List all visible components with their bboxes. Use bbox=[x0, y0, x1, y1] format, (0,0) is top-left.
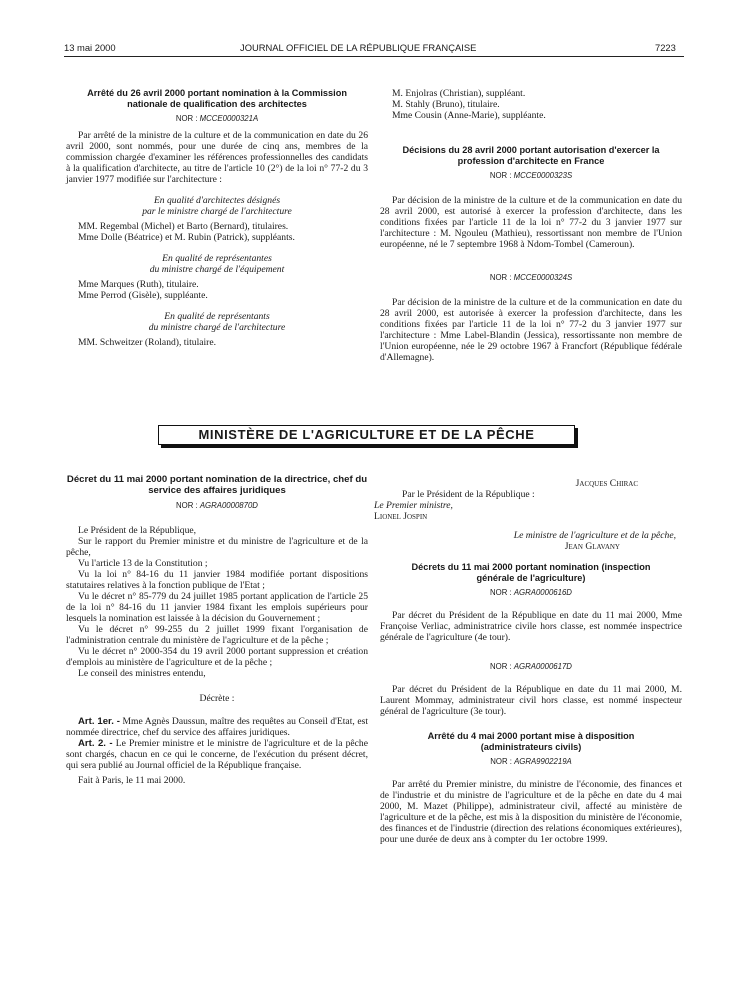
decision-title: Décisions du 28 avril 2000 portant autorisation d'exercer la profession d'architecte en France bbox=[402, 145, 660, 166]
member-line: Mme Perrod (Gisèle), suppléante. bbox=[78, 290, 208, 301]
signature-president: Jacques Chirac bbox=[575, 478, 638, 489]
nor-prefix: NOR : bbox=[176, 501, 200, 510]
nor-prefix: NOR : bbox=[490, 757, 515, 766]
page-number: 7223 bbox=[655, 42, 676, 53]
signature-line: Par le Président de la République : bbox=[402, 489, 535, 500]
member-line: MM. Regembal (Michel) et Barto (Bernard), titulaires. bbox=[78, 221, 289, 232]
article-text: Mme Agnès Daussun, maître des requêtes au Conseil d'Etat, est nommée directrice, chef du service des affaires juridiques. bbox=[66, 716, 368, 738]
nor-prefix: NOR : bbox=[489, 171, 514, 180]
nor-code: MCCE0000324S bbox=[513, 273, 573, 282]
nor-code: AGRA9902219A bbox=[514, 757, 572, 766]
paragraph: Par décision de la ministre de la culture et de la communication en date du 28 avril 2000, est autorisée à exercer la profession d'architecte, dans les conditions fixées par l'article 11 de la loi n° 77-2 du 3 janvier 1977 sur l'architecture : Mme Label-Blandin (Jessica), ressortissante non membre de l'Union européenne, née le 29 octobre 1967 à Francfort (République fédérale d'Allemagne). bbox=[380, 297, 682, 363]
nor-line bbox=[380, 756, 682, 767]
article-2 bbox=[66, 738, 368, 771]
nor-line bbox=[380, 170, 682, 181]
nor-line bbox=[66, 113, 368, 124]
ministry-banner: MINISTÈRE DE L'AGRICULTURE ET DE LA PÊCHE bbox=[158, 425, 575, 445]
nor-prefix: NOR : bbox=[175, 114, 200, 123]
paragraph: Par arrêté du Premier ministre, du ministre de l'économie, des finances et de l'industrie et du ministre de l'agriculture et de la pêche en date du 4 mai 2000, M. Mazet (Philippe), administrateur civil, affecté au ministère de l'agriculture et de la pêche, est mis à la disposition du ministère de l'économie, des finances et de l'industrie (direction des relations économiques extérieures), pour une durée de deux ans à compter du 1er octobre 1999. bbox=[380, 779, 682, 845]
fait-line: Fait à Paris, le 11 mai 2000. bbox=[78, 775, 186, 786]
member-line: M. Stahly (Bruno), titulaire. bbox=[392, 99, 500, 110]
nor-prefix: NOR : bbox=[489, 273, 514, 282]
nor-line bbox=[380, 587, 682, 598]
nor-prefix: NOR : bbox=[490, 588, 514, 597]
header-date: 13 mai 2000 bbox=[64, 42, 116, 53]
decrete-label: Décrète : bbox=[199, 693, 235, 704]
visa-line: Vu la loi n° 84-16 du 11 janvier 1984 modifiée portant dispositions statutaires relatives à la fonction publique de l'Etat ; bbox=[66, 569, 368, 591]
member-line: MM. Schweitzer (Roland), titulaire. bbox=[78, 337, 217, 348]
nor-line bbox=[380, 661, 682, 672]
signature-prime-minister: Lionel Jospin bbox=[374, 511, 428, 522]
visa-line: Sur le rapport du Premier ministre et du ministre de l'agriculture et de la pêche, bbox=[66, 536, 368, 558]
signature-minister: Jean Glavany bbox=[564, 541, 620, 552]
article-text: Le Premier ministre et le ministre de l'agriculture et de la pêche sont chargés, chacun en ce qui le concerne, de l'exécution du présent décret, qui sera publié au Journal officiel de la République française. bbox=[66, 738, 368, 771]
visa-line: Le Président de la République, bbox=[78, 525, 197, 536]
member-line: Mme Marques (Ruth), titulaire. bbox=[78, 279, 199, 290]
section-heading: par le ministre chargé de l'architecture bbox=[142, 206, 292, 217]
visa-line: Le conseil des ministres entendu, bbox=[78, 668, 206, 679]
section-heading: du ministre chargé de l'architecture bbox=[148, 322, 286, 333]
visa-line: Vu le décret n° 99-255 du 2 juillet 1999 fixant l'organisation de l'administration centrale du ministère de l'agriculture et de la pêche ; bbox=[66, 624, 368, 646]
member-line: Mme Dolle (Béatrice) et M. Rubin (Patrick), suppléants. bbox=[78, 232, 295, 243]
section-heading: En qualité de représentantes bbox=[162, 253, 272, 264]
nor-code: MCCE0000323S bbox=[513, 171, 573, 180]
section-heading: du ministre chargé de l'équipement bbox=[149, 264, 285, 275]
article-label: Art. 1er. - bbox=[78, 716, 120, 727]
signature-line: Le Premier ministre, bbox=[374, 500, 453, 511]
paragraph: Par décision de la ministre de la culture et de la communication en date du 28 avril 2000, est autorisé à exercer la profession d'architecte, dans les conditions fixées par l'article 11 de la loi n° 77-2 du 3 janvier 1977 sur l'architecture : M. Ngouleu (Mathieu), ressortissant non membre de l'Union européenne, né le 7 septembre 1968 à Ndom-Tombel (Cameroun). bbox=[380, 195, 682, 250]
left-top-column bbox=[66, 88, 368, 348]
nor-line bbox=[66, 500, 368, 511]
nor-code: AGRA0000616D bbox=[513, 588, 572, 597]
article-1 bbox=[66, 716, 368, 738]
journal-title: JOURNAL OFFICIEL DE LA RÉPUBLIQUE FRANÇAISE bbox=[240, 42, 477, 53]
decrets-title: Décrets du 11 mai 2000 portant nomination (inspection générale de l'agriculture) bbox=[411, 562, 651, 583]
signature-line: Le ministre de l'agriculture et de la pêche, bbox=[513, 530, 676, 541]
paragraph: Par décret du Président de la République en date du 11 mai 2000, Mme Françoise Verliac, administratrice civile hors classe, est nommée inspectrice générale de l'agriculture (4e tour). bbox=[380, 610, 682, 643]
nor-code: MCCE0000321A bbox=[199, 114, 259, 123]
right-bottom-column bbox=[374, 478, 682, 845]
visa-line: Vu le décret n° 2000-354 du 19 avril 2000 portant suppression et création d'emplois au ministère de l'agriculture et de la pêche ; bbox=[66, 646, 368, 668]
member-line: M. Enjolras (Christian), suppléant. bbox=[392, 88, 526, 99]
right-top-column bbox=[380, 88, 682, 363]
section-heading: En qualité de représentants bbox=[164, 311, 270, 322]
header-rule bbox=[64, 56, 684, 57]
nor-line bbox=[380, 272, 682, 283]
paragraph: Par arrêté de la ministre de la culture et de la communication en date du 26 avril 2000, sont nommés, pour une durée de cinq ans, membres de la commission chargée d'examiner les références professionnelles des candidats à la qualification d'architecte, au titre de l'article 10 (2°) de la loi n° 77-2 du 3 janvier 1977 modifiée sur l'architecture : bbox=[66, 130, 368, 185]
nor-prefix: NOR : bbox=[490, 662, 514, 671]
arrete-title: Arrêté du 26 avril 2000 portant nomination à la Commission nationale de qualification des architectes bbox=[87, 88, 347, 109]
decret-title: Décret du 11 mai 2000 portant nomination de la directrice, chef du service des affaires juridiques bbox=[66, 474, 368, 496]
nor-code: AGRA0000617D bbox=[513, 662, 572, 671]
section-heading: En qualité d'architectes désignés bbox=[153, 195, 281, 206]
article-label: Art. 2. - bbox=[78, 738, 113, 749]
visa-line: Vu l'article 13 de la Constitution ; bbox=[78, 558, 208, 569]
paragraph: Par décret du Président de la République en date du 11 mai 2000, M. Laurent Mommay, administrateur civil hors classe, est nommé inspecteur général de l'agriculture (3e tour). bbox=[380, 684, 682, 717]
left-bottom-column bbox=[66, 474, 368, 786]
arrete-title-2: Arrêté du 4 mai 2000 portant mise à disposition (administrateurs civils) bbox=[427, 731, 635, 752]
visa-line: Vu le décret n° 85-779 du 24 juillet 1985 portant application de l'article 25 de la loi n° 84-16 du 11 janvier 1984 fixant les emplois supérieurs pour lesquels la nomination est laissée à la décision du Gouvernement ; bbox=[66, 591, 368, 624]
member-line: Mme Cousin (Anne-Marie), suppléante. bbox=[392, 110, 546, 121]
nor-code: AGRA0000870D bbox=[199, 501, 258, 510]
